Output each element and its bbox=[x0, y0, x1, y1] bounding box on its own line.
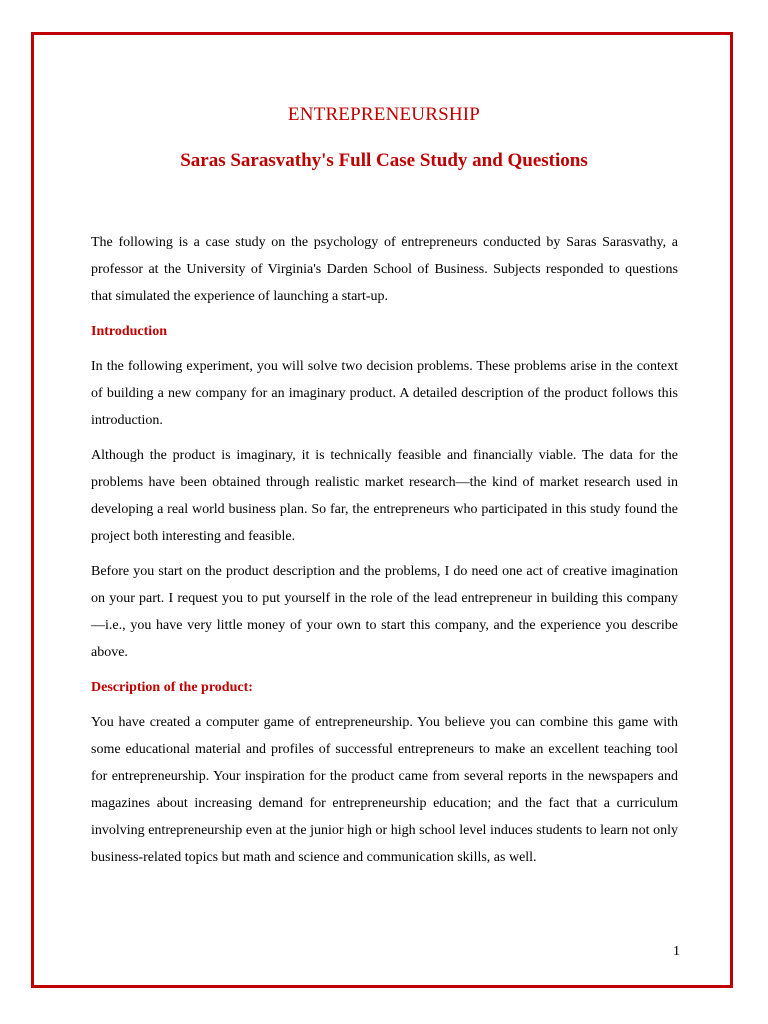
product-heading: Description of the product: bbox=[91, 680, 253, 695]
document-body bbox=[91, 229, 678, 879]
introduction-paragraph-3: Before you start on the product description and the problems, I do need one act of creative imagination on your part. I request you to put yourself in the role of the lead entrepreneur in building this company—i.e., you have very little money of your own to start this company, and the experience you describe above. bbox=[91, 564, 678, 660]
introduction-paragraph-1: In the following experiment, you will solve two decision problems. These problems arise in the context of building a new company for an imaginary product. A detailed description of the product follows this introduction. bbox=[91, 359, 678, 428]
introduction-heading: Introduction bbox=[91, 324, 167, 339]
product-paragraph-1: You have created a computer game of entrepreneurship. You believe you can combine this game with some educational material and profiles of successful entrepreneurs to make an excellent teaching tool for entrepreneurship. Your inspiration for the product came from several reports in the newspapers and magazines about increasing demand for entrepreneurship education; and the fact that a curriculum involving entrepreneurship even at the junior high or high school level induces students to learn not only business-related topics but math and science and communication skills, as well. bbox=[91, 715, 678, 865]
introduction-paragraph-2: Although the product is imaginary, it is technically feasible and financially viable. The data for the problems have been obtained through realistic market research—the kind of market research used in developing a real world business plan. So far, the entrepreneurs who participated in this study found the project both interesting and feasible. bbox=[91, 448, 678, 544]
intro-paragraph: The following is a case study on the psychology of entrepreneurs conducted by Saras Sarasvathy, a professor at the University of Virginia's Darden School of Business. Subjects responded to questions that simulated the experience of launching a start-up. bbox=[91, 235, 678, 304]
document-subtitle: Saras Sarasvathy's Full Case Study and Questions bbox=[180, 150, 588, 171]
page-number: 1 bbox=[673, 944, 680, 959]
document-title: ENTREPRENEURSHIP bbox=[287, 104, 481, 125]
